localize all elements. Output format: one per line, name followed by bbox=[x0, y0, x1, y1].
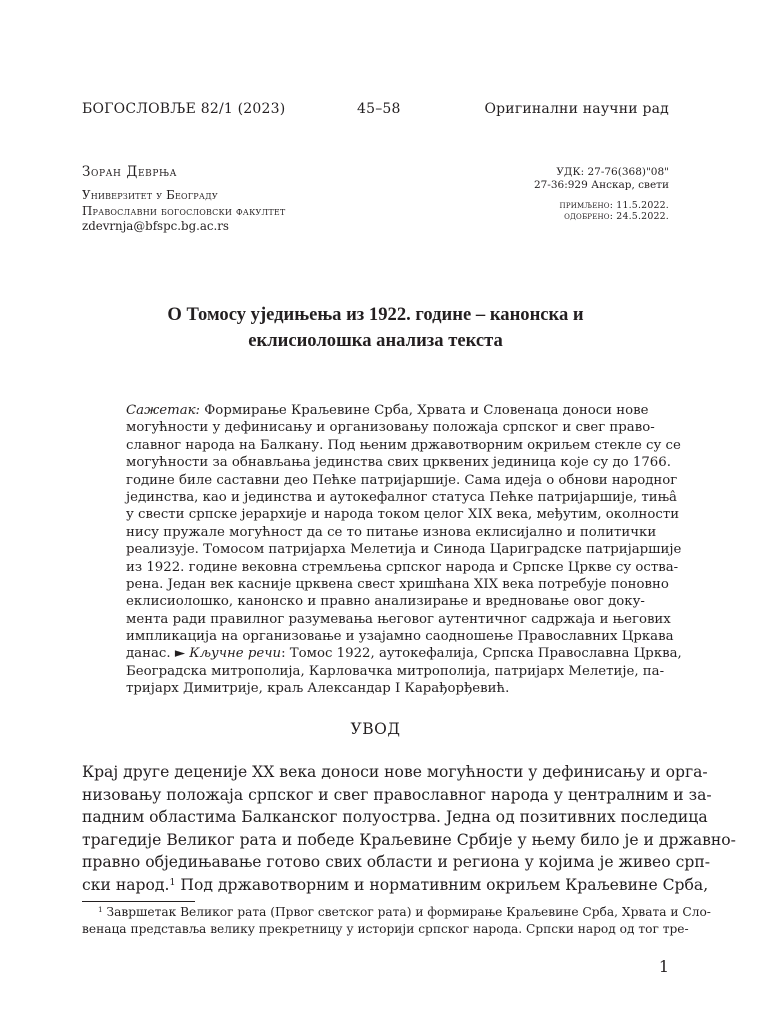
abstract-line: јединства, као и јединства и аутокефалног статуса Пећке патријаршије, тињâ bbox=[126, 489, 677, 505]
title-line-2: еклисиолошка анализа текста bbox=[248, 330, 503, 351]
keywords-label: Кључне речи bbox=[189, 646, 282, 662]
journal-name: БОГОСЛОВЉЕ 82/1 (2023) bbox=[82, 101, 286, 117]
abstract-label: Сажетак: bbox=[126, 403, 201, 418]
author-email[interactable]: zdevrnja@bfspc.bg.ac.rs bbox=[82, 219, 229, 233]
body-text bbox=[82, 761, 736, 897]
approved-date-line bbox=[564, 211, 669, 222]
article-title bbox=[82, 302, 669, 354]
abstract-line: Београдска митрополија, Карловачка митрополија, патријарх Мелетије, па- bbox=[126, 663, 665, 679]
abstract-line: године биле саставни део Пећке патријаршије. Сама идеја о обнови народног bbox=[126, 472, 678, 488]
footnote bbox=[82, 904, 711, 937]
received-date: 11.5.2022. bbox=[616, 200, 669, 211]
body-line: Крај друге деценије XX века доноси нове могућности у дефинисању и орга- bbox=[82, 763, 708, 781]
abstract-line: импликација на организовање и узајамно саодношење Православних Цркава bbox=[126, 629, 674, 645]
keywords-marker: ► bbox=[174, 646, 186, 662]
author-affiliation-university: Универзитет у Београду bbox=[82, 188, 218, 202]
footnote-line: $^1$ Завршетак Великог рата (Првог светског рата) и формирање Краљевине Срба, Хрвата и Сло- bbox=[98, 904, 711, 919]
page-number: 1 bbox=[658, 957, 669, 976]
abstract-line: еклисиолошко, канонско и правно анализирање и вредновање овог доку- bbox=[126, 594, 645, 610]
abstract-line: из 1922. године вековна стремљења српског народа и Српске Цркве су оства- bbox=[126, 559, 679, 575]
udk-line-2: 27-36:929 Анскар, свети bbox=[533, 179, 669, 191]
approved-date: 24.5.2022. bbox=[616, 211, 669, 222]
page-range: 45–58 bbox=[357, 101, 401, 117]
abstract-line: у свести српске јерархије и народа током целог XIX века, међутим, околности bbox=[126, 507, 680, 523]
footnote-line: венаца представља велику прекретницу у историји српског народа. Српски народ од тог тре- bbox=[82, 921, 689, 936]
abstract-line: реализује. Томосом патријарха Мелетија и Синода Цариградске патријаршије bbox=[126, 542, 682, 558]
article-type: Оригинални научни рад bbox=[484, 101, 669, 117]
footnote-divider bbox=[82, 901, 195, 902]
body-line: правно обједињавање готово свих области и региона у којима је живео срп- bbox=[82, 853, 710, 872]
footnote-number: 1 bbox=[98, 904, 103, 914]
footnote-reference[interactable]: 1 bbox=[169, 876, 176, 888]
body-line: трагедије Великог рата и победе Краљевине Србије у њему било је и државно- bbox=[82, 830, 736, 849]
body-line: низовању положаја српског и свег православног народа у централним и за- bbox=[82, 785, 712, 804]
running-head bbox=[82, 101, 669, 121]
author-name: Зоран Деврња bbox=[82, 164, 178, 180]
body-line: ски народ.$^1$ Под државотворним и нормативним окриљем Краљевине Срба, bbox=[82, 875, 709, 894]
abstract-line: данас. ► Кључне речи: Томос 1922, аутокефалија, Српска Православна Црква, bbox=[126, 646, 682, 662]
received-date-line bbox=[560, 200, 669, 211]
abstract-line: тријарх Димитрије, краљ Александар I Карађорђевић. bbox=[126, 681, 510, 697]
approved-label: одобрено: bbox=[564, 211, 614, 222]
abstract-line: рена. Један век касније црквена свест хришћана XIX века потребује поновно bbox=[126, 576, 669, 592]
abstract-line: мента ради правилног разумевања његовог аутентичног садржаја и његових bbox=[126, 611, 671, 627]
abstract-line: славног народа на Балкану. Под њеним државотворним окриљем стекле су се bbox=[126, 437, 681, 453]
received-label: примљено: bbox=[559, 200, 614, 211]
title-line-1: О Томосу уједињења из 1922. године – канонска и bbox=[167, 304, 584, 325]
abstract bbox=[126, 402, 682, 698]
udk-line-1: УДК: 27-76(368)"08" bbox=[556, 166, 669, 178]
abstract-line: могућности у дефинисању и организовању положаја српског и свег право- bbox=[126, 420, 655, 436]
body-line: падним областима Балканског полуострва. Једна од позитивних последица bbox=[82, 808, 708, 827]
author-affiliation-faculty: Православни богословски факултет bbox=[82, 204, 286, 218]
abstract-line: Сажетак: Формирање Краљевине Срба, Хрвата и Словенаца доноси нове bbox=[126, 403, 649, 418]
abstract-line: нису пружале могућност да се то питање изнова еклисијално и политички bbox=[126, 524, 657, 540]
section-heading: УВОД bbox=[350, 720, 401, 738]
abstract-line: могућности за обнављања јединства свих црквених јединица које су до 1766. bbox=[126, 455, 671, 471]
